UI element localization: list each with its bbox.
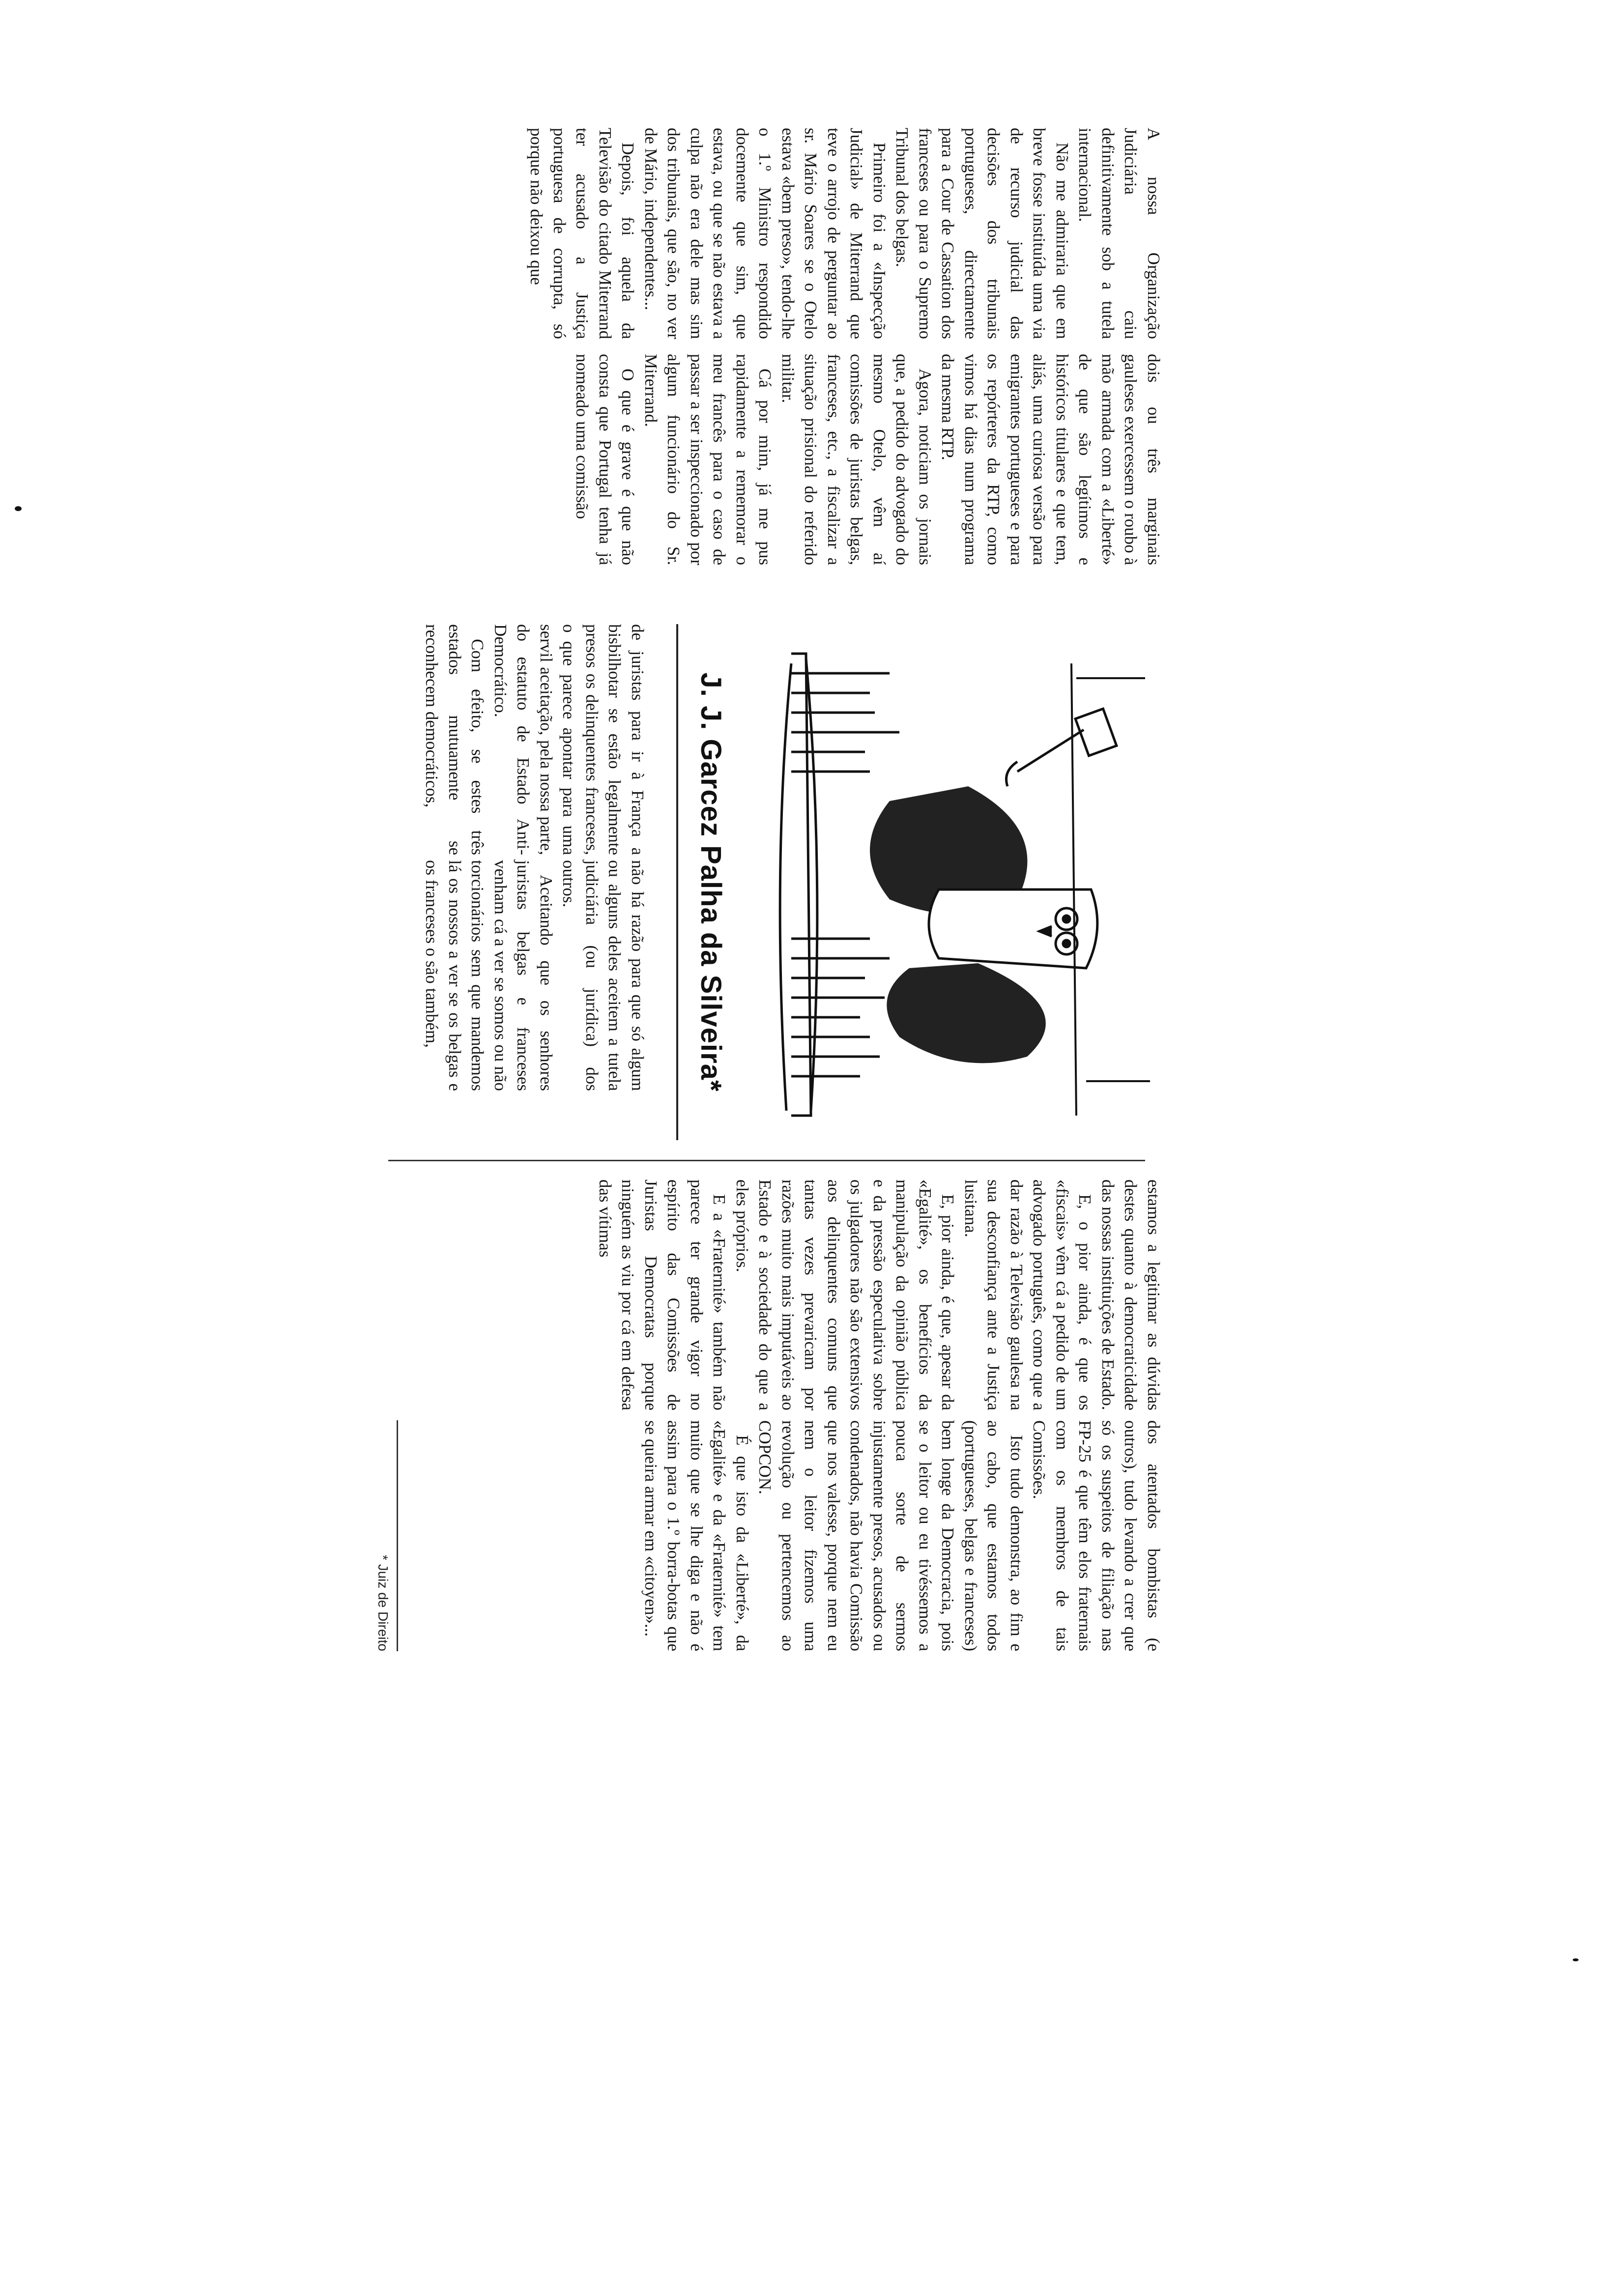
byline-rule bbox=[676, 624, 678, 1140]
paragraph: Primeiro foi a «Inspecção Judicial» de Miterrand que teve o arrojo de perguntar ao sr. Mário Soares se o Otelo estava «bem preso», tendo-lhe o 1.º Ministro respondido docemente que sim, que estava, ou que se não estava a culpa não era dele mas sim dos tribunais, que são, no ver de Mário, independentes... bbox=[641, 128, 889, 339]
owl-figure bbox=[929, 890, 1097, 968]
paragraph: Com efeito, se estes três estados mutuamente se reconhecem democráticos, bbox=[422, 624, 488, 855]
gavel bbox=[1007, 709, 1117, 786]
scan-mark bbox=[15, 506, 22, 511]
article-column-1 bbox=[378, 128, 1165, 339]
end-rule bbox=[397, 1420, 398, 1651]
scan-mark bbox=[1573, 1958, 1579, 1961]
article-column-5 bbox=[369, 1179, 1165, 1410]
paragraph: Cá por mim, já me pus rapidamente a rememorar o meu francês para o caso de passar a ser inspeccionado por algum funcionário do Sr. Miterrand. bbox=[641, 354, 775, 565]
cartoon-illustration bbox=[757, 624, 1165, 1140]
paragraph: estamos a legitimar as dúvidas destes quanto à democraticidade das nossas instituições de Estado. bbox=[1098, 1179, 1163, 1410]
paragraph: Depois, foi aquela da Televisão do citado Miterrand ter acusado a Justiça portuguesa de corrupta, só porque não deixou que bbox=[527, 128, 638, 339]
author-footnote: * Juiz de Direito bbox=[375, 1554, 391, 1651]
paragraph: de juristas para ir à França a bisbilhotar se estão legalmente presos os delinquentes franceses, o que parece apontar para uma servil aceitação, pela nossa parte, do estatuto de Estado Anti-Democrático. bbox=[491, 624, 647, 855]
paragraph: dois ou três marginais gauleses exercessem o roubo à mão armada com a «Liberté» de que são legítimos e históricos titulares e que tem, aliás, uma curiosa versão para emigrantes portugueses e para os repórteres da RTP, como vimos há dias num programa da mesma RTP. bbox=[938, 354, 1163, 565]
paragraph: dos atentados bombistas (e outros), tudo levando a crer que só os suspeitos de filiação nas FP-25 é que têm elos fraternais com os membros de tais Comissões. bbox=[1030, 1420, 1163, 1651]
paragraph: O que é grave é que não consta que Portugal tenha já nomeado uma comissão bbox=[573, 354, 638, 565]
paragraph: não há razão para que só algum ou alguns deles aceitem a tutela judiciária (ou jurídica) dos outros. bbox=[559, 860, 647, 1091]
article-column-3 bbox=[354, 624, 649, 855]
paragraph: Aceitando que os senhores juristas belgas e franceses venham cá a ver se somos ou não torcionários sem que mandemos lá os nossos a ver se os belgas e os franceses o são também, bbox=[422, 860, 556, 1091]
paragraph: E a «Fraternité» também não parece ter grande vigor no espírito das Comissões de Juristas Democratas porque ninguém as viu por cá em defesa das vítimas bbox=[596, 1179, 729, 1410]
article-column-6 bbox=[369, 1420, 1165, 1651]
paragraph: A nossa Organização Judiciária caiu definitivamente sob a tutela internacional. bbox=[1075, 128, 1163, 339]
newspaper-clipping bbox=[354, 128, 1165, 2094]
paragraph: Agora, noticiam os jornais que, a pedido do advogado do mesmo Otelo, vêm aí comissões de juristas belgas, franceses, etc., a fiscalizar a situação prisional do referido militar. bbox=[778, 354, 935, 565]
paragraph: Isto tudo demonstra, ao fim e ao cabo, que estamos todos (portugueses, belgas e franceses) bem longe da Democracia, pois se o leitor ou eu tivéssemos a pouca sorte de sermos injustamente presos, acusados ou condenados, não havia Comissão que nos valesse, porque nem eu nem o leitor fizemos uma revolução ou pertencemos ao COPCON. bbox=[755, 1420, 1026, 1651]
paragraph: É que isto da «Liberté», da «Egalité» e da «Fraternité» tem muito que se lhe diga e não é assim para o 1.º borra-botas que se queira armar em «citoyen»... bbox=[641, 1420, 752, 1651]
paragraph: Não me admiraria que em breve fosse instituída uma via de recurso judicial das decisões dos tribunais portugueses, directamente para a Cour de Cassation dos franceses ou para o Supremo Tribunal dos belgas. bbox=[892, 128, 1072, 339]
paragraph: E, pior ainda, é que, apesar da «Egalité», os benefícios da manipulação da opinião pública e da pressão especulativa sobre os julgadores não são extensivos aos delinquentes comuns que tantas vezes prevaricam por razões muito mais imputáveis ao Estado e à sociedade do que a eles próprios. bbox=[733, 1179, 958, 1410]
article-byline: J. J. Garcez Palha da Silveira* bbox=[695, 672, 727, 1092]
article-column-4 bbox=[354, 860, 649, 1091]
column-divider bbox=[388, 1160, 1145, 1161]
paragraph: E, o pior ainda, é que os «fiscais» vêm cá a pedido de um advogado português, como que a dar razão à Televisão gaulesa na sua desconfiança ante a Justiça lusitana. bbox=[961, 1179, 1095, 1410]
article-column-2 bbox=[573, 354, 1165, 565]
